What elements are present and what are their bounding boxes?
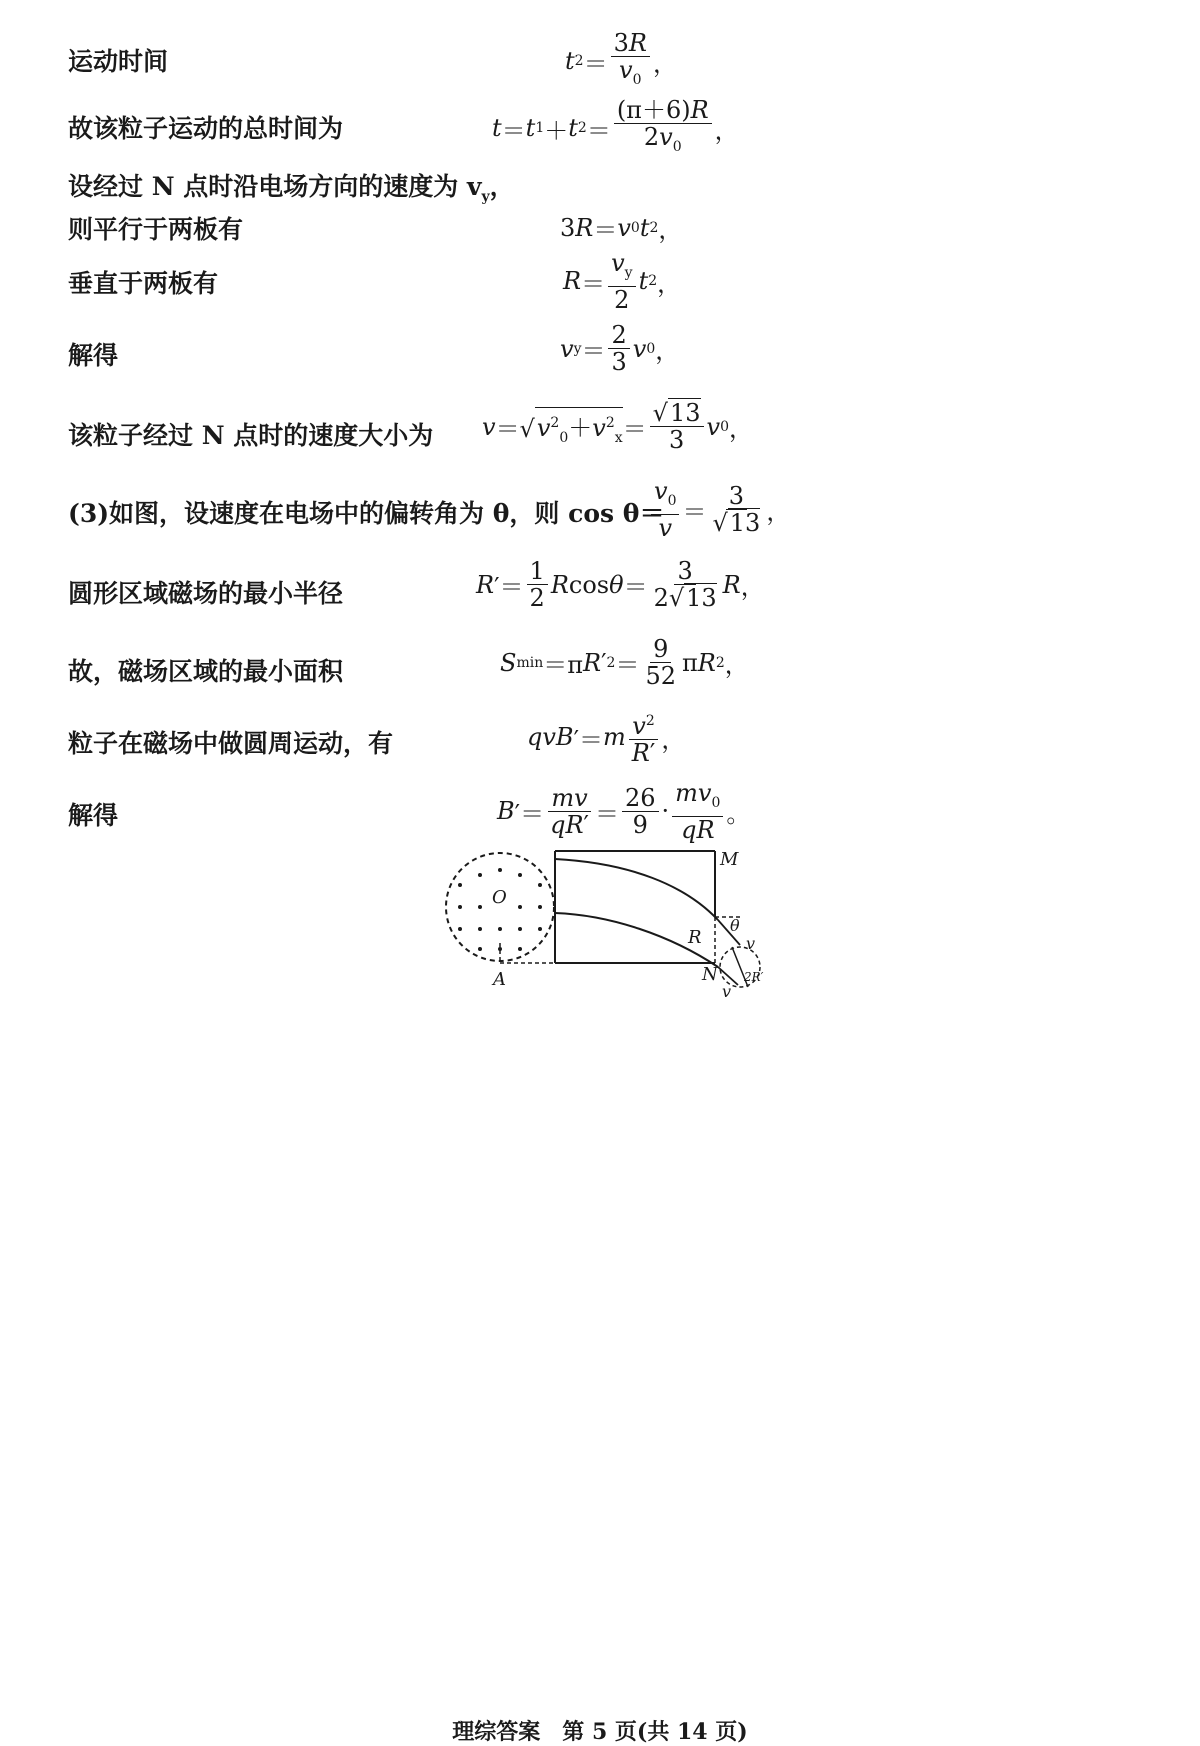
row-label: 运动时间 [68,47,169,76]
row-label: 该粒子经过 N 点时的速度大小为 [68,421,434,450]
formula-t2: t 2 ＝ $\frac{3R}{v_0}$ ， [565,29,677,88]
row-label: 故，磁场区域的最小面积 [68,657,344,686]
label-v2: v [722,982,732,1000]
row-label: 粒子在磁场中做圆周运动，有 [68,729,394,758]
row-label: 则平行于两板有 [68,215,244,244]
formula-b: B ′＝ $\frac{mv}{qR'}$ ＝ $\frac{26}{9}$ · $\frac{mv_0}{qR}$ 。 [497,779,751,844]
label-O: O [492,887,507,908]
formula-vy: v y ＝ $\frac{2}{3}$ v 0 ， [560,321,680,376]
trajectory-upper [555,859,718,920]
row-label: 设经过 N 点时沿电场方向的速度为 $v_y$， [68,172,515,205]
row-label: 故该粒子运动的总时间为 [68,114,344,143]
page-footer: 理综答案 第 5 页(共 14 页) [452,1719,748,1745]
label-v1: v [746,934,756,953]
row-min-radius [0,558,1200,618]
formula-cos: $\frac{v_0}{v}$ ＝ $\frac{3}{√13}$ ， [648,478,790,541]
formula-lorentz: qvB ′＝ m $\frac{v^2}{R'}$ ， [527,708,685,766]
row-solve-vy [0,322,1200,382]
label-2R-prime: 2R′ [744,970,764,984]
row-motion-time [0,30,1200,90]
formula-speed: v ＝√ $v^2_0+v^2_x$ ＝ $\frac{√13}{3}$ v 0 ， [482,399,753,454]
row-min-area [0,636,1200,696]
formula-min-radius: R ′＝ $\frac{1}{2}$ R cos θ ＝ $\frac{3}{2√13}$ R ， [476,557,765,612]
field-diagram [440,845,790,1000]
row-label: 解得 [68,341,119,370]
label-theta: θ [730,916,740,935]
row-circular-motion [0,708,1200,768]
label-R: R [688,927,702,948]
formula-total-t: t ＝ t 1 ＋ t 2 ＝ $\frac{(\pi+6)R}{2v_0}$ ， [492,96,739,155]
formula-parallel: 3 R ＝ v 0 t 2 ， [560,213,683,244]
formula-min-area: S min ＝π R ′ 2 ＝ $\frac{9}{52}$ π R 2 ， [500,635,749,690]
row-label: 垂直于两板有 [68,269,219,298]
row-solve-b [0,779,1200,844]
row-label: (3)如图，设速度在电场中的偏转角为 θ，则 cos θ＝ [68,499,665,528]
field-dots [458,868,542,951]
row-speed-n [0,400,1200,460]
row-label: 解得 [68,801,119,830]
label-A: A [493,969,506,990]
row-vy-def [0,165,1200,205]
label-M: M [720,849,739,870]
row-parallel [0,208,1200,244]
row-label: 圆形区域磁场的最小半径 [68,579,344,608]
label-N: N [702,964,718,985]
formula-perpendicular: R ＝ $\frac{v_y}{2}$ t 2 ， [563,249,682,314]
row-cos-theta [0,477,1200,542]
row-total-time [0,97,1200,157]
row-perpendicular [0,249,1200,314]
